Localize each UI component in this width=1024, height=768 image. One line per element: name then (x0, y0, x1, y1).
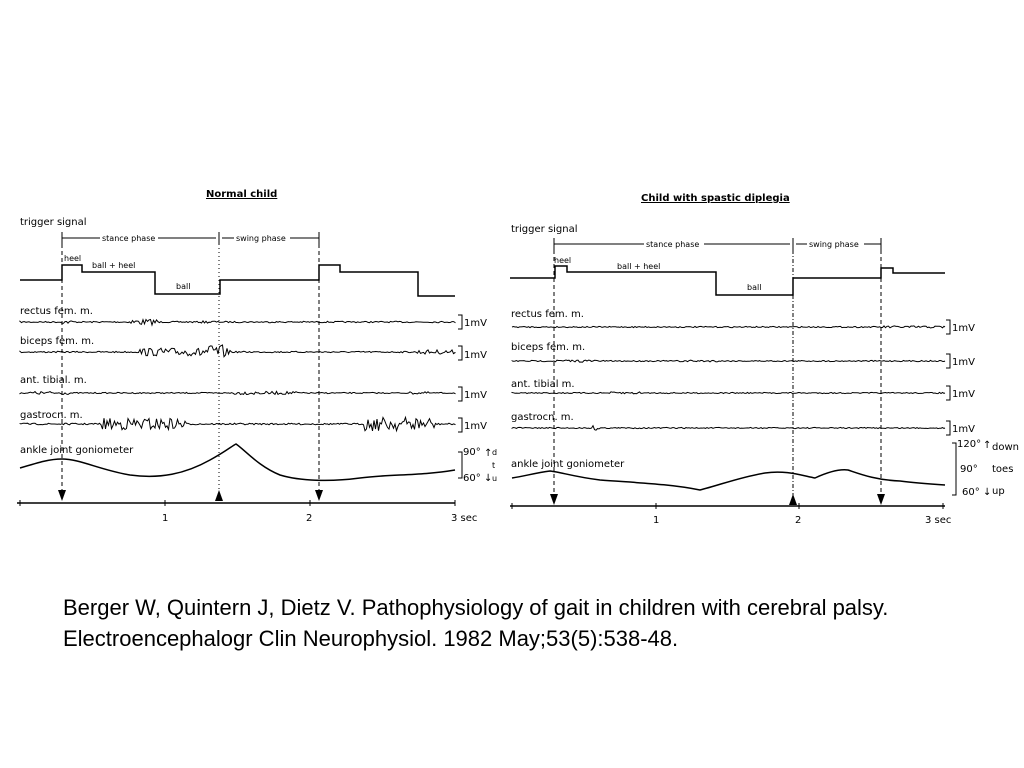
goniometer-label: ankle joint goniometer (511, 459, 625, 470)
time-tick-label-1: 1 (653, 515, 660, 526)
scale-label: 1mV (464, 390, 487, 401)
phase-label-ball: ball (747, 283, 762, 292)
direction-label-up: u (492, 474, 498, 483)
trigger-arrow-marker (315, 490, 323, 501)
angle-bracket (458, 452, 462, 478)
angle-label-90: 90° (463, 447, 481, 458)
channel-label-biceps: biceps fem. m. (20, 336, 95, 347)
trigger-arrow-marker (789, 494, 797, 505)
trigger-arrow-marker (550, 494, 558, 505)
trigger-label: trigger signal (511, 224, 578, 235)
scale-bracket (458, 346, 462, 360)
channel-label-gastrocn: gastrocn. m. (511, 412, 574, 423)
angle-label-60: 60° (962, 487, 980, 498)
time-tick-label-3: 3 sec (925, 515, 952, 526)
channel-label-rectus: rectus fem. m. (511, 309, 584, 320)
trigger-label: trigger signal (20, 217, 87, 228)
scale-label: 1mV (464, 318, 487, 329)
phase-label-heel: heel (64, 254, 82, 263)
goniometer-label: ankle joint goniometer (20, 445, 134, 456)
arrow-up-icon: ↑ (484, 448, 493, 459)
scale-bracket (458, 418, 462, 432)
swing-phase-label: swing phase (236, 234, 286, 243)
citation: Berger W, Quintern J, Dietz V. Pathophysiology of gait in children with cerebral palsy. Electroencephalogr Clin Neurophysiol. 1982 May;53(5):538-48. (63, 595, 889, 651)
scale-bracket (458, 387, 462, 401)
channel-label-gastrocn: gastrocn. m. (20, 410, 83, 421)
emg-trace-ant-tibial (512, 392, 945, 394)
arrow-up-icon: ↑ (983, 440, 992, 451)
panel-spastic-diplegia (510, 193, 1019, 526)
scale-label: 1mV (464, 421, 487, 432)
direction-label-down: down (992, 442, 1019, 453)
stance-phase-label: stance phase (646, 240, 700, 249)
scale-bracket (946, 354, 950, 368)
emg-trace-gastrocn (20, 417, 455, 431)
trigger-signal-trace (510, 266, 945, 295)
direction-label-toes: toes (992, 464, 1014, 475)
panel-title: Normal child (206, 189, 278, 200)
angle-label-90: 90° (960, 464, 978, 475)
emg-trace-rectus (20, 320, 455, 326)
phase-label-ball-heel: ball + heel (92, 261, 136, 270)
scale-bracket (946, 421, 950, 435)
angle-label-60: 60° (463, 473, 481, 484)
angle-label-120: 120° (957, 439, 982, 450)
channel-label-rectus: rectus fem. m. (20, 306, 93, 317)
scale-label: 1mV (464, 350, 487, 361)
emg-trace-rectus (512, 326, 945, 328)
arrow-down-icon: ↓ (983, 487, 992, 498)
panel-title: Child with spastic diplegia (641, 193, 790, 204)
scale-bracket (946, 320, 950, 334)
channel-label-ant-tibial: ant. tibial m. (511, 379, 575, 390)
scale-label: 1mV (952, 389, 975, 400)
trigger-arrow-marker (58, 490, 66, 501)
trigger-signal-trace (20, 265, 455, 296)
goniometer-trace (512, 470, 945, 490)
time-tick-label-2: 2 (306, 513, 313, 524)
direction-label-toes: t (492, 461, 496, 470)
scale-bracket (946, 386, 950, 400)
swing-phase-label: swing phase (809, 240, 859, 249)
time-tick-label-3: 3 sec (451, 513, 478, 524)
scale-bracket (458, 315, 462, 329)
time-tick-label-1: 1 (162, 513, 169, 524)
scale-label: 1mV (952, 424, 975, 435)
phase-label-ball-heel: ball + heel (617, 262, 661, 271)
direction-label-up: up (992, 486, 1005, 497)
emg-trace-gastrocn (512, 426, 945, 431)
angle-bracket (952, 443, 956, 495)
trigger-arrow-marker (215, 490, 223, 501)
channel-label-biceps: biceps fem. m. (511, 342, 586, 353)
arrow-down-icon: ↓ (484, 473, 493, 484)
direction-label-down: d (492, 448, 498, 457)
scale-label: 1mV (952, 323, 975, 334)
trigger-arrow-marker (877, 494, 885, 505)
emg-trace-biceps (512, 360, 945, 362)
channel-label-ant-tibial: ant. tibial. m. (20, 375, 87, 386)
panel-normal-child (17, 189, 497, 524)
stance-phase-label: stance phase (102, 234, 156, 243)
phase-label-ball: ball (176, 282, 191, 291)
phase-label-heel: heel (554, 256, 572, 265)
time-tick-label-2: 2 (795, 515, 802, 526)
emg-trace-ant-tibial (20, 391, 455, 394)
scale-label: 1mV (952, 357, 975, 368)
